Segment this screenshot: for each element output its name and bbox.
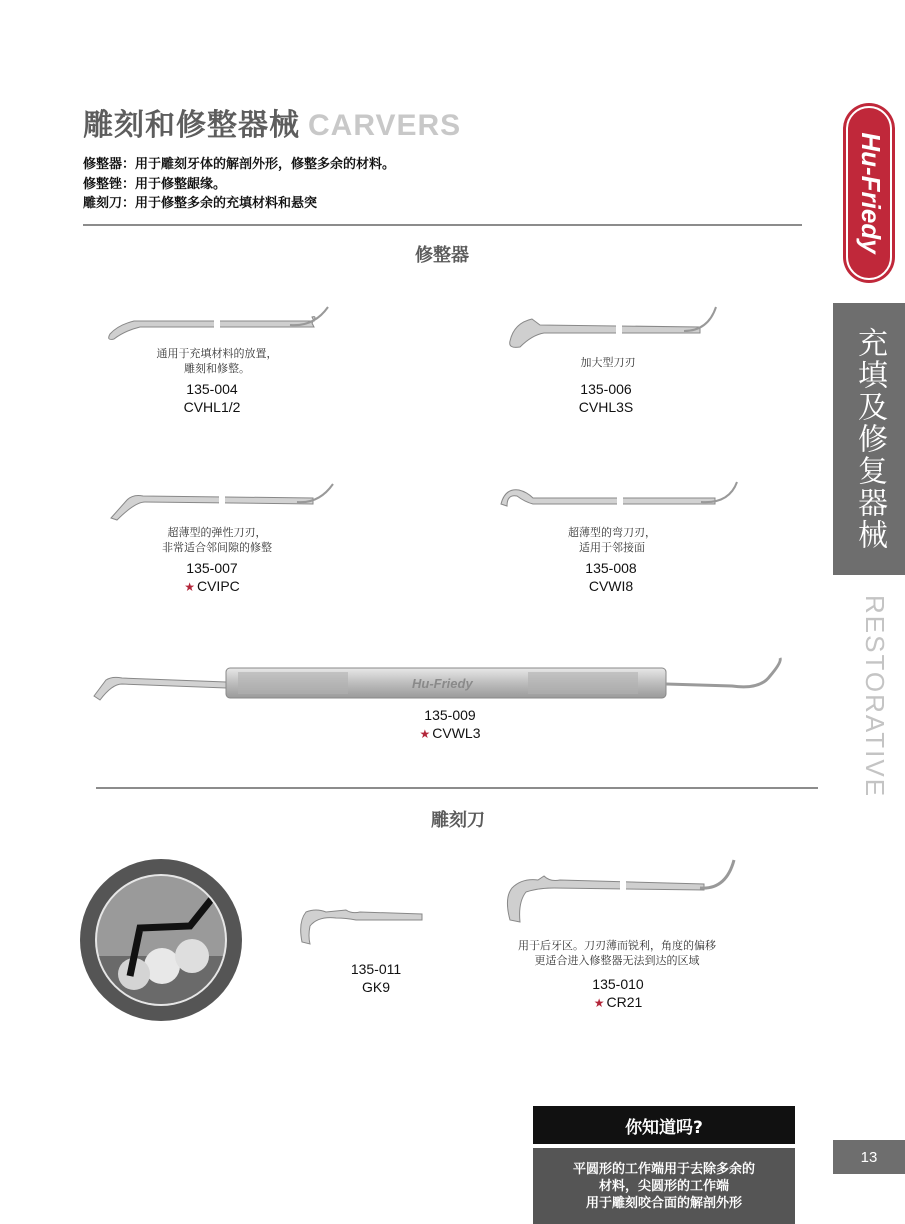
top-divider (83, 224, 802, 226)
code-135-010: 135-010 ★ CR21 (592, 976, 644, 1010)
middle-divider (96, 787, 818, 789)
instrument-135-010-image (504, 858, 742, 930)
instrument-135-007-image (107, 484, 339, 522)
side-tab-restorative-cn: 充填及修复器械 (833, 303, 905, 575)
desc-135-010: 用于后牙区。刀刃薄而锐利，角度的偏移 更适合进入修整器无法到达的区域 (518, 939, 716, 967)
side-tab-restorative-en: RESTORATIVE (860, 595, 890, 799)
instrument-135-011-image (296, 902, 426, 950)
hu-friedy-logo (843, 103, 895, 283)
handle-brand-text: Hu-Friedy (412, 676, 473, 691)
logo-text: Hu-Friedy (856, 132, 887, 254)
code-135-006: 135-006 CVHL3S (578, 381, 634, 415)
instrument-135-006-image (504, 305, 720, 349)
intro-line-2: 修整锉：用于修整龈缘。 (83, 177, 227, 192)
section-title-carvers: 雕刻刀 (431, 810, 485, 831)
page-title (83, 100, 461, 144)
section-title-trimmers: 修整器 (415, 245, 469, 266)
code-135-004: 135-004 CVHL1/2 (183, 381, 241, 415)
title-en: CARVERS (308, 109, 462, 142)
desc-135-004: 通用于充填材料的放置， 雕刻和修整。 (156, 347, 278, 375)
star-icon: ★ (593, 996, 605, 1010)
code-135-011: 135-011 GK9 (350, 961, 402, 995)
instrument-135-009-image (92, 656, 788, 704)
clinical-photo (80, 856, 242, 1024)
star-icon: ★ (419, 727, 431, 741)
star-icon: ★ (184, 580, 195, 594)
desc-135-006: 加大型刀刃 (580, 356, 636, 369)
code-135-007: 135-007 ★ CVIPC (184, 560, 240, 594)
page-number: 13 (833, 1140, 905, 1174)
tip-body: 平圆形的工作端用于去除多余的 材料，尖圆形的工作端 用于雕刻咬合面的解剖外形 (533, 1148, 795, 1224)
instrument-135-004-image (100, 303, 332, 343)
title-cn: 雕刻和修整器械 (83, 108, 300, 143)
code-135-008: 135-008 CVWI8 (585, 560, 637, 594)
intro-line-1: 修整器：用于雕刻牙体的解剖外形，修整多余的材料。 (83, 157, 396, 172)
code-135-009: 135-009 ★ CVWL3 (419, 707, 481, 741)
instrument-135-008-image (497, 478, 745, 514)
desc-135-007: 超薄型的弹性刀刃， 非常适合邻间隙的修整 (162, 526, 272, 554)
intro-line-3: 雕刻刀：用于修整多余的充填材料和悬突 (83, 196, 318, 211)
tip-heading: 你知道吗? (533, 1106, 795, 1144)
desc-135-008: 超薄型的弯刀刃， 适用于邻接面 (568, 526, 656, 554)
